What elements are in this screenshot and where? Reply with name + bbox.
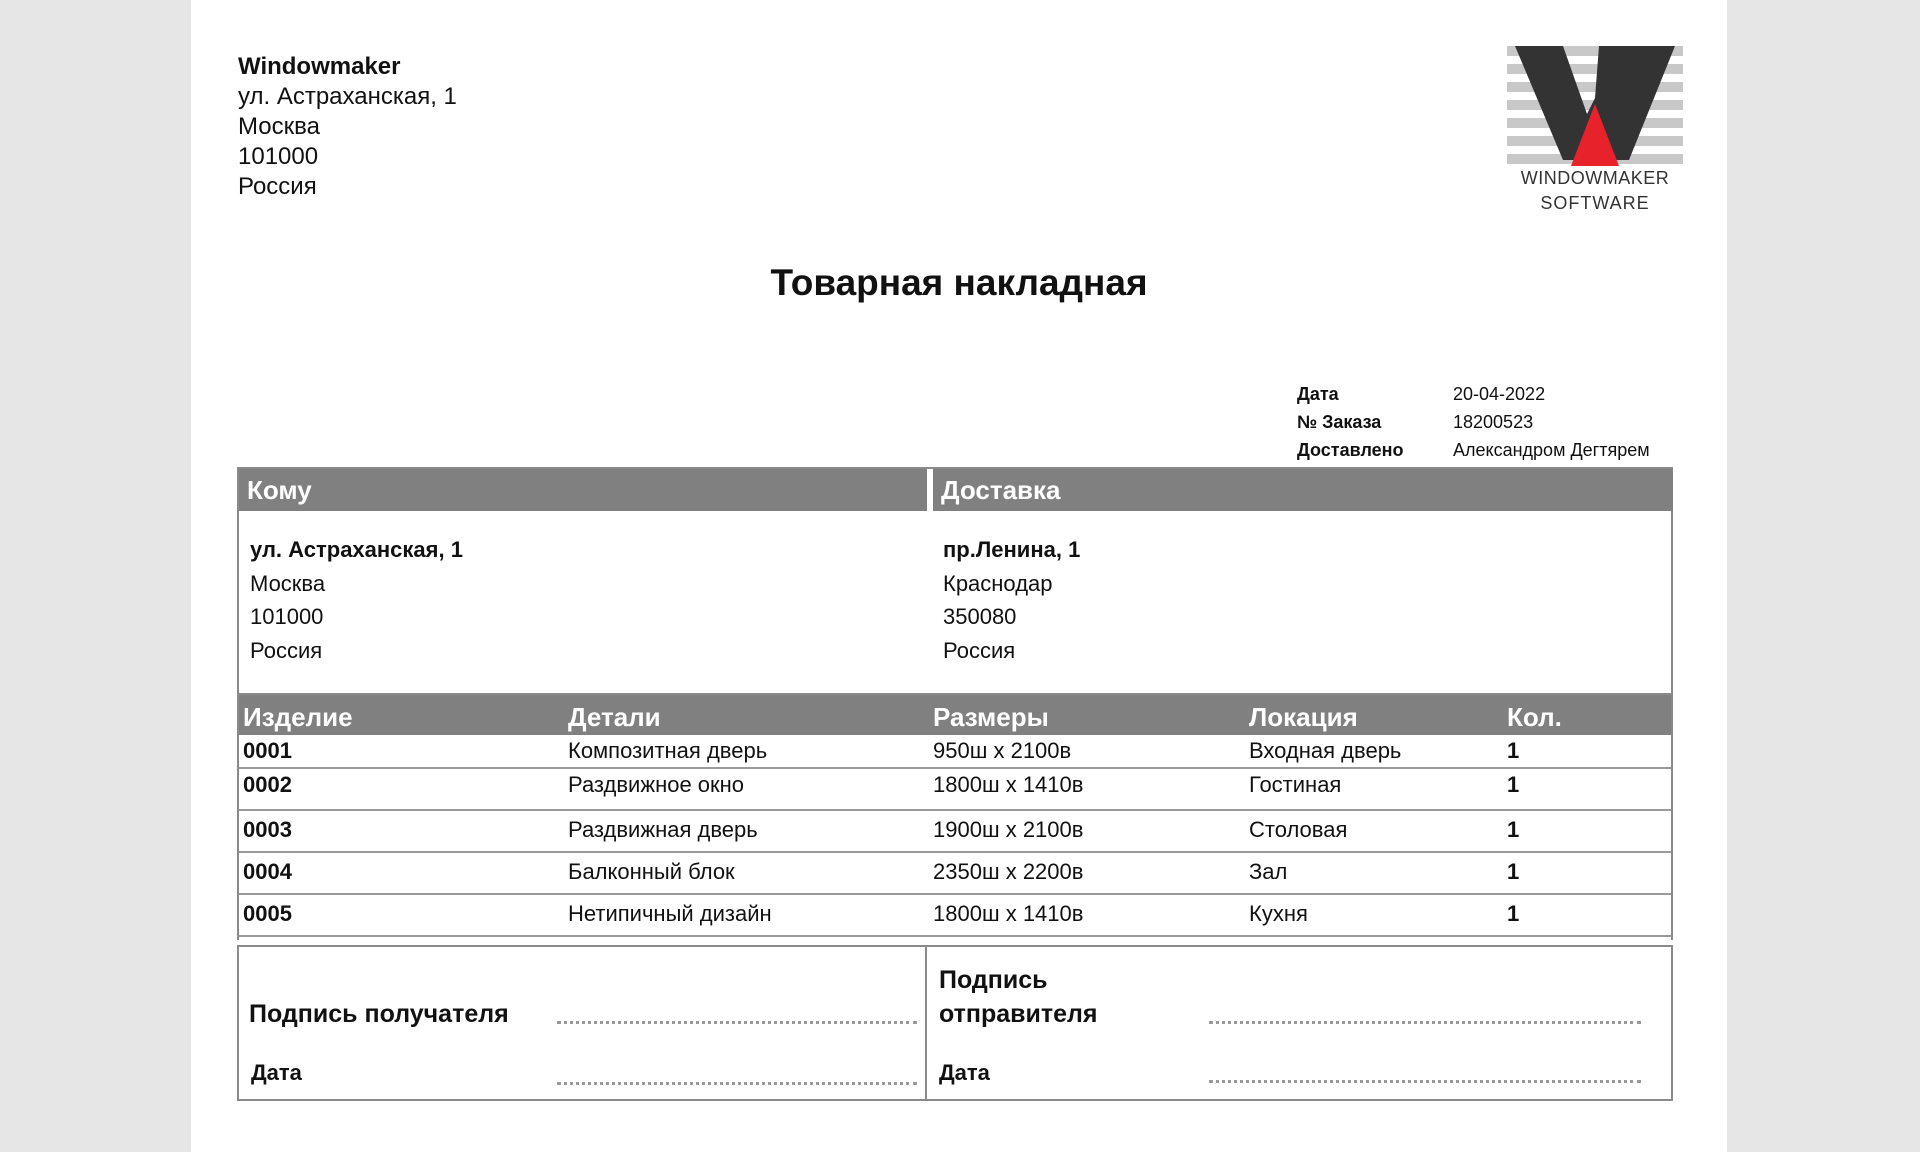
- sender-date-line[interactable]: [1209, 1080, 1641, 1083]
- column-header-item: Изделие: [243, 702, 353, 732]
- delivery-postcode: 350080: [943, 604, 1017, 629]
- meta-row-date: [1297, 380, 1650, 408]
- item-qty: 1: [1507, 817, 1520, 842]
- recipient-signature-line[interactable]: [557, 1021, 917, 1024]
- meta-value: Александром Дегтярем: [1453, 439, 1650, 460]
- meta-value: 20-04-2022: [1453, 383, 1546, 404]
- company-address-line: Москва: [238, 113, 320, 140]
- to-street: ул. Астраханская, 1: [250, 537, 463, 562]
- table-row: [239, 853, 1671, 895]
- table-row: [239, 895, 1671, 937]
- item-location: Зал: [1249, 859, 1288, 884]
- document-title: Товарная накладная: [770, 262, 1148, 303]
- delivery-country: Россия: [943, 637, 1016, 663]
- item-code: 0003: [243, 817, 292, 842]
- item-details: Раздвижное окно: [568, 772, 745, 797]
- delivery-street: пр.Ленина, 1: [943, 537, 1081, 562]
- company-name: Windowmaker: [238, 53, 401, 80]
- to-postcode: 101000: [250, 604, 324, 629]
- column-header-location: Локация: [1249, 702, 1358, 732]
- recipient-date-label: Дата: [251, 1060, 302, 1085]
- item-location: Кухня: [1249, 901, 1308, 926]
- column-header-sizes: Размеры: [933, 702, 1049, 732]
- item-size: 1900ш х 2100в: [933, 817, 1084, 842]
- logo-text: SOFTWARE: [1540, 193, 1650, 213]
- signature-divider: [925, 947, 927, 1099]
- item-location: Столовая: [1249, 817, 1348, 842]
- to-country: Россия: [250, 637, 323, 663]
- company-address: [238, 52, 457, 202]
- items-table: [237, 695, 1673, 940]
- signature-box: [237, 945, 1673, 1101]
- item-location: Гостиная: [1249, 772, 1342, 797]
- company-address-line: 101000: [238, 143, 319, 170]
- item-details: Балконный блок: [568, 859, 735, 884]
- sender-signature-label: [939, 963, 1098, 1031]
- item-details: Нетипичный дизайн: [568, 901, 772, 926]
- sender-signature-line[interactable]: [1209, 1021, 1641, 1024]
- item-code: 0005: [243, 901, 292, 926]
- item-details: Раздвижная дверь: [568, 817, 758, 842]
- item-qty: 1: [1507, 772, 1520, 797]
- order-meta: [1297, 380, 1650, 464]
- table-row: [239, 769, 1671, 811]
- sender-date-label: Дата: [939, 1060, 990, 1085]
- table-row: [239, 811, 1671, 853]
- item-code: 0004: [243, 859, 292, 884]
- meta-label: Дата: [1297, 383, 1339, 404]
- delivery-address: [943, 533, 1080, 667]
- meta-label: № Заказа: [1297, 411, 1382, 432]
- windowmaker-logo: [1507, 42, 1683, 217]
- delivery-city: Краснодар: [943, 570, 1053, 596]
- delivery-header: Доставка: [933, 469, 1673, 511]
- item-qty: 1: [1507, 901, 1520, 926]
- item-details: Композитная дверь: [568, 738, 768, 763]
- meta-row-order: [1297, 408, 1650, 436]
- item-size: 1800ш х 1410в: [933, 772, 1084, 797]
- recipient-date-line[interactable]: [557, 1082, 917, 1085]
- column-header-details: Детали: [568, 702, 661, 732]
- item-location: Входная дверь: [1249, 738, 1402, 763]
- column-header-qty: Кол.: [1507, 702, 1562, 732]
- meta-value: 18200523: [1453, 411, 1534, 432]
- parties-box: [237, 467, 1673, 695]
- sender-signature-label-line: отправителя: [939, 1000, 1098, 1028]
- company-address-line: Россия: [238, 173, 317, 200]
- item-size: 2350ш х 2200в: [933, 859, 1084, 884]
- item-code: 0001: [243, 738, 292, 763]
- item-size: 1800ш х 1410в: [933, 901, 1084, 926]
- to-address: [250, 533, 463, 667]
- item-qty: 1: [1507, 738, 1520, 763]
- recipient-signature-label: Подпись получателя: [249, 1000, 509, 1028]
- table-row: [239, 735, 1671, 769]
- meta-row-delivered-by: [1297, 436, 1650, 464]
- sender-signature-label-line: Подпись: [939, 966, 1048, 994]
- meta-label: Доставлено: [1297, 439, 1404, 460]
- logo-text: WINDOWMAKER: [1520, 168, 1670, 188]
- items-table-header: [239, 695, 1671, 735]
- invoice-page: [191, 0, 1727, 1152]
- to-header: Кому: [239, 469, 927, 511]
- company-address-line: ул. Астраханская, 1: [238, 83, 457, 110]
- item-code: 0002: [243, 772, 292, 797]
- item-qty: 1: [1507, 859, 1520, 884]
- to-city: Москва: [250, 570, 326, 596]
- item-size: 950ш х 2100в: [933, 738, 1072, 763]
